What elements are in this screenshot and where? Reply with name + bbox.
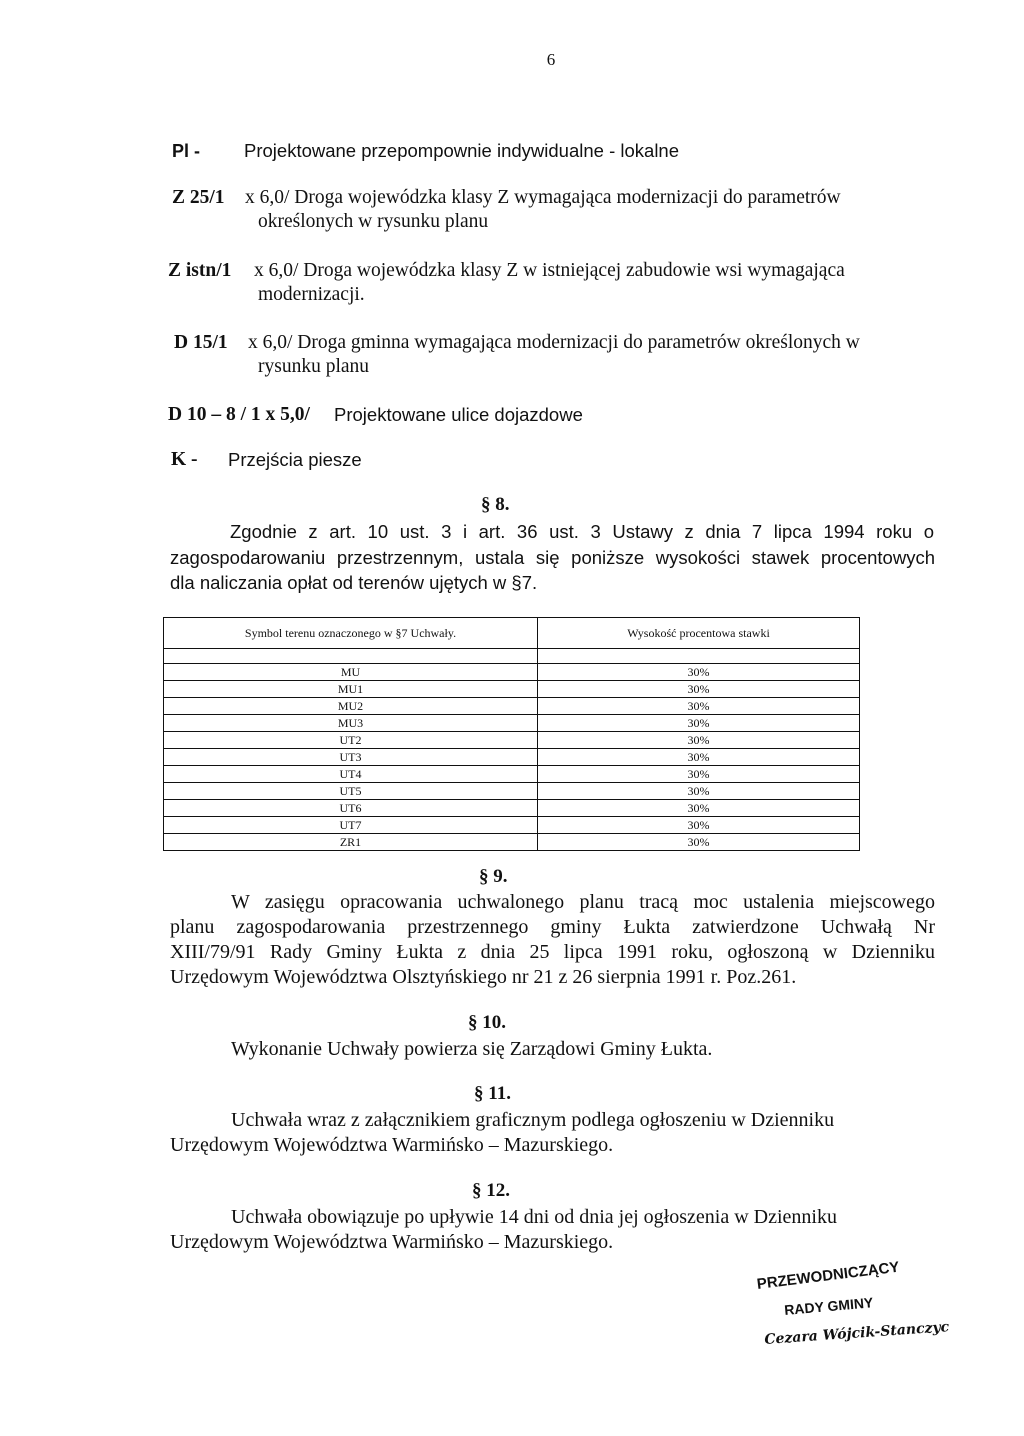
table-cell: 30% <box>538 817 860 834</box>
table-row <box>164 698 860 715</box>
table-cell: 30% <box>538 681 860 698</box>
section-text: zagospodarowaniu przestrzennym, ustala się poniższe wysokości stawek procentowych <box>170 547 935 568</box>
table-cell: 30% <box>538 715 860 732</box>
legend-code: D 10 – 8 / 1 x 5,0/ <box>168 404 310 425</box>
section-text: Urzędowym Województwa Warmińsko – Mazurskiego. <box>170 1134 614 1156</box>
table-cell: UT5 <box>164 783 538 800</box>
table-cell: UT6 <box>164 800 538 817</box>
table-row <box>164 749 860 766</box>
section-text: XIII/79/91 Rady Gminy Łukta z dnia 25 lipca 1991 roku, ogłoszoną w Dzienniku <box>170 941 935 963</box>
legend-item <box>172 139 200 164</box>
legend-code: Pl - <box>172 141 201 161</box>
table-cell: 30% <box>538 783 860 800</box>
section-heading: § 12. <box>472 1180 510 1201</box>
table-cell: ZR1 <box>164 834 538 851</box>
table-cell: 30% <box>538 766 860 783</box>
section-heading: § 9. <box>479 866 508 887</box>
table-row <box>164 664 860 681</box>
table-row <box>164 766 860 783</box>
table-row <box>164 817 860 834</box>
table-cell: UT7 <box>164 817 538 834</box>
table-row <box>164 834 860 851</box>
table-cell: MU2 <box>164 698 538 715</box>
section-text: Urzędowym Województwa Olsztyńskiego nr 21 z 26 sierpnia 1991 r. Poz.261. <box>170 966 797 988</box>
legend-code: D 15/1 <box>174 332 228 353</box>
section-text: W zasięgu opracowania uchwalonego planu tracą moc ustalenia miejscowego <box>231 891 935 913</box>
legend-text: modernizacji. <box>258 284 365 305</box>
legend-code: Z istn/1 <box>168 260 232 281</box>
table-cell: 30% <box>538 732 860 749</box>
legend-text: Projektowane ulice dojazdowe <box>334 404 583 425</box>
page-number: 6 <box>546 50 556 69</box>
table-row <box>164 800 860 817</box>
legend-text: x 6,0/ Droga wojewódzka klasy Z w istniejącej zabudowie wsi wymagająca <box>254 260 845 281</box>
stamp-title: PRZEWODNICZĄCY <box>755 1258 901 1293</box>
table-row <box>164 732 860 749</box>
table-header-row <box>164 618 860 649</box>
table-cell: 30% <box>538 749 860 766</box>
section-text: Uchwała obowiązuje po upływie 14 dni od dnia jej ogłoszenia w Dzienniku <box>231 1206 837 1228</box>
section-text: Urzędowym Województwa Warmińsko – Mazurskiego. <box>170 1231 614 1253</box>
table-row <box>164 783 860 800</box>
table-cell: UT3 <box>164 749 538 766</box>
legend-code: Z 25/1 <box>172 187 225 208</box>
section-heading: § 10. <box>468 1012 506 1033</box>
section-text: planu zagospodarowania przestrzennego gminy Łukta zatwierdzone Uchwałą Nr <box>170 916 935 938</box>
stamp-subtitle: RADY GMINY <box>783 1294 874 1318</box>
table-cell: UT4 <box>164 766 538 783</box>
table-cell: MU1 <box>164 681 538 698</box>
table-cell: UT2 <box>164 732 538 749</box>
table-cell: 30% <box>538 800 860 817</box>
table-spacer <box>164 649 860 664</box>
table-cell: 30% <box>538 664 860 681</box>
legend-text: x 6,0/ Droga gminna wymagająca modernizacji do parametrów określonych w <box>248 332 860 353</box>
legend-text: x 6,0/ Droga wojewódzka klasy Z wymagająca modernizacji do parametrów <box>245 187 841 208</box>
table-cell: 30% <box>538 834 860 851</box>
section-text: Wykonanie Uchwały powierza się Zarządowi Gminy Łukta. <box>231 1038 713 1060</box>
section-text: Zgodnie z art. 10 ust. 3 i art. 36 ust. 3 Ustawy z dnia 7 lipca 1994 roku o <box>230 521 934 542</box>
legend-code: K - <box>171 449 198 470</box>
table-cell: MU <box>164 664 538 681</box>
section-heading: § 11. <box>474 1083 511 1104</box>
legend-text: określonych w rysunku planu <box>258 211 489 232</box>
section-text: dla naliczania opłat od terenów ujętych w §7. <box>170 572 538 593</box>
legend-text: Przejścia piesze <box>228 449 362 470</box>
table-row <box>164 715 860 732</box>
rates-table <box>163 617 860 851</box>
legend-text: Projektowane przepompownie indywidualne - lokalne <box>244 140 680 161</box>
signature: Cezara Wójcik-Stanczyc <box>763 1319 950 1348</box>
table-row <box>164 681 860 698</box>
section-heading: § 8. <box>481 494 510 515</box>
table-header: Wysokość procentowa stawki <box>538 618 860 649</box>
table-cell: MU3 <box>164 715 538 732</box>
section-text: Uchwała wraz z załącznikiem graficznym podlega ogłoszeniu w Dzienniku <box>231 1109 835 1131</box>
table-header: Symbol terenu oznaczonego w §7 Uchwały. <box>164 618 538 649</box>
legend-text: rysunku planu <box>258 356 370 377</box>
table-cell: 30% <box>538 698 860 715</box>
